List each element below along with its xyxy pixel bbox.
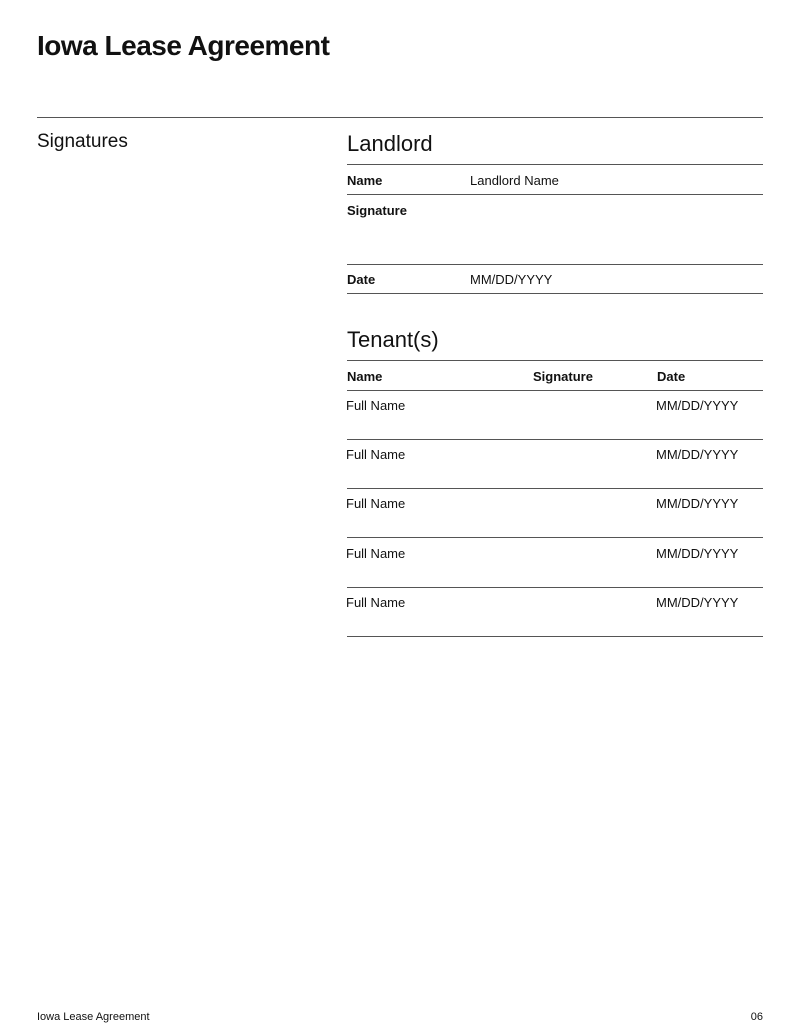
tenant-signature-field[interactable]	[533, 441, 643, 485]
landlord-date-field[interactable]: MM/DD/YYYY	[470, 272, 553, 287]
divider	[347, 164, 763, 165]
landlord-signature-label: Signature	[347, 203, 407, 218]
divider	[347, 360, 763, 361]
divider	[347, 194, 763, 195]
tenant-signature-field[interactable]	[533, 392, 643, 436]
divider	[347, 636, 763, 637]
column-header-signature: Signature	[533, 369, 593, 384]
landlord-name-field[interactable]: Landlord Name	[470, 173, 559, 188]
table-row	[347, 587, 763, 636]
tenants-heading: Tenant(s)	[347, 327, 439, 352]
tenant-signature-field[interactable]	[533, 490, 643, 534]
table-row	[347, 390, 763, 439]
tenant-date-field[interactable]: MM/DD/YYYY	[656, 398, 739, 413]
tenant-name-field[interactable]: Full Name	[346, 594, 406, 610]
tenant-signature-field[interactable]	[533, 540, 643, 584]
table-row	[347, 488, 763, 537]
column-header-name: Name	[347, 369, 383, 384]
page-title: Iowa Lease Agreement	[37, 30, 330, 61]
tenant-date-field[interactable]: MM/DD/YYYY	[656, 447, 739, 463]
section-title: Signatures	[37, 131, 128, 152]
landlord-signature-field[interactable]	[470, 196, 763, 262]
divider	[37, 117, 763, 118]
tenant-name-field[interactable]: Full Name	[346, 447, 406, 463]
tenant-date-field[interactable]: MM/DD/YYYY	[656, 545, 739, 561]
divider	[347, 293, 763, 294]
tenant-name-field[interactable]: Full Name	[346, 496, 406, 512]
table-row	[347, 439, 763, 488]
tenant-signature-field[interactable]	[533, 589, 643, 633]
footer-title: Iowa Lease Agreement	[37, 1011, 150, 1023]
table-row	[347, 538, 763, 587]
landlord-date-label: Date	[347, 272, 376, 287]
column-header-date: Date	[657, 369, 686, 384]
tenant-date-field[interactable]: MM/DD/YYYY	[656, 496, 739, 512]
page-number: 06	[750, 1011, 763, 1023]
divider	[347, 264, 763, 265]
tenant-name-field[interactable]: Full Name	[346, 398, 406, 413]
tenant-name-field[interactable]: Full Name	[346, 545, 406, 561]
tenant-date-field[interactable]: MM/DD/YYYY	[656, 594, 739, 610]
landlord-name-label: Name	[347, 173, 383, 188]
landlord-heading: Landlord	[347, 131, 433, 156]
